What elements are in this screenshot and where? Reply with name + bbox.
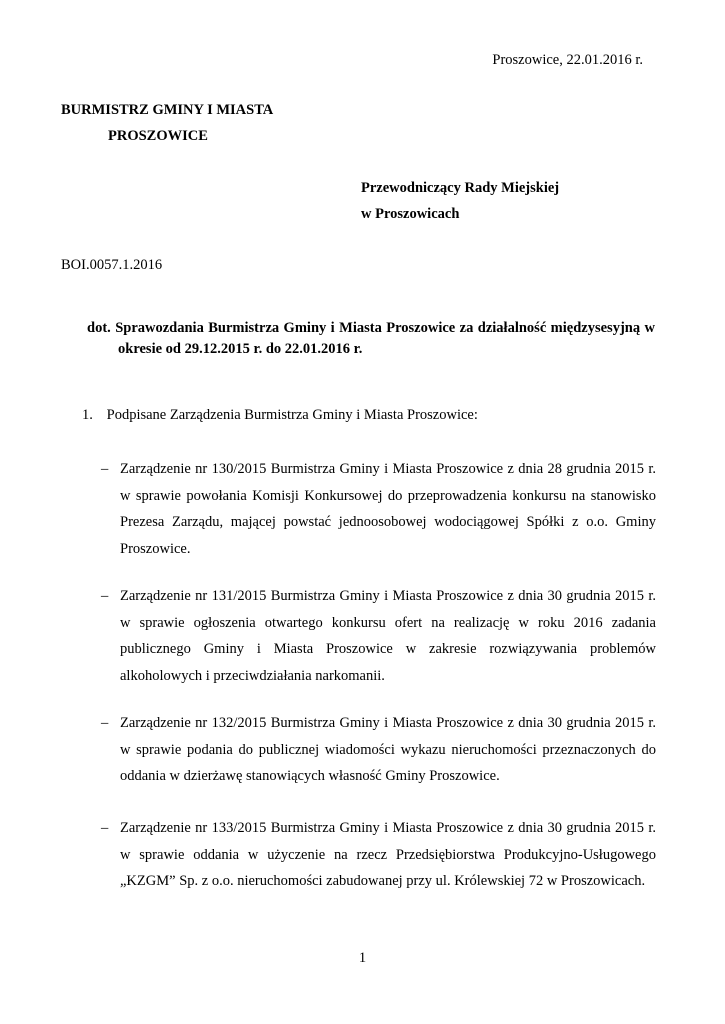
sender-municipality: PROSZOWICE [108,128,208,144]
dash-bullet: – [101,715,109,731]
dash-bullet: – [101,820,109,836]
recipient-location: w Proszowicach [361,206,460,222]
page-number: 1 [358,950,367,966]
section-number: 1. [82,407,93,423]
list-item [101,710,656,790]
reference-number: BOI.0057.1.2016 [61,257,163,273]
list-item-text: Zarządzenie nr 133/2015 Burmistrza Gminy i Miasta Proszowice z dnia 30 grudnia 2015 r. w sprawie oddania w użyczenie na rzecz Przedsiębiorstwa Produkcyjno-Usługowego „KZGM” Sp. z o.o. nieruchomości zabudowanej przy ul. Królewskiej 72 w Proszowicach. [120,820,656,889]
list-item [101,583,656,689]
place-date: Proszowice, 22.01.2016 r. [492,52,643,68]
section-heading [82,407,478,424]
dash-bullet: – [101,461,109,477]
subject-line: dot. Sprawozdania Burmistrza Gminy i Miasta Proszowice za działalność międzysesyjną w okresie od 29.12.2015 r. do 22.01.2016 r. [87,320,655,357]
list-item-text: Zarządzenie nr 130/2015 Burmistrza Gminy i Miasta Proszowice z dnia 28 grudnia 2015 r. w sprawie powołania Komisji Konkursowej do przeprowadzenia konkursu na stanowisko Prezesa Zarządu, mającej powstać jednoosobowej wodociągowej Spółki z o.o. Gminy Proszowice. [120,461,656,557]
sender-title: BURMISTRZ GMINY I MIASTA [61,102,274,118]
list-item [101,815,656,895]
list-item [101,456,656,562]
dash-bullet: – [101,588,109,604]
section-heading-text: Podpisane Zarządzenia Burmistrza Gminy i Miasta Proszowice: [106,407,478,423]
list-item-text: Zarządzenie nr 132/2015 Burmistrza Gminy i Miasta Proszowice z dnia 30 grudnia 2015 r. w sprawie podania do publicznej wiadomości wykazu nieruchomości przeznaczonych do oddania w dzierżawę stanowiących własność Gminy Proszowice. [120,715,656,784]
recipient-title: Przewodniczący Rady Miejskiej [361,180,560,196]
list-item-text: Zarządzenie nr 131/2015 Burmistrza Gminy i Miasta Proszowice z dnia 30 grudnia 2015 r. w sprawie ogłoszenia otwartego konkursu ofert na realizację w roku 2016 zadania publicznego Gminy i Miasta Proszowice w zakresie rozwiązywania problemów alkoholowych i przeciwdziałania narkomanii. [120,588,656,684]
